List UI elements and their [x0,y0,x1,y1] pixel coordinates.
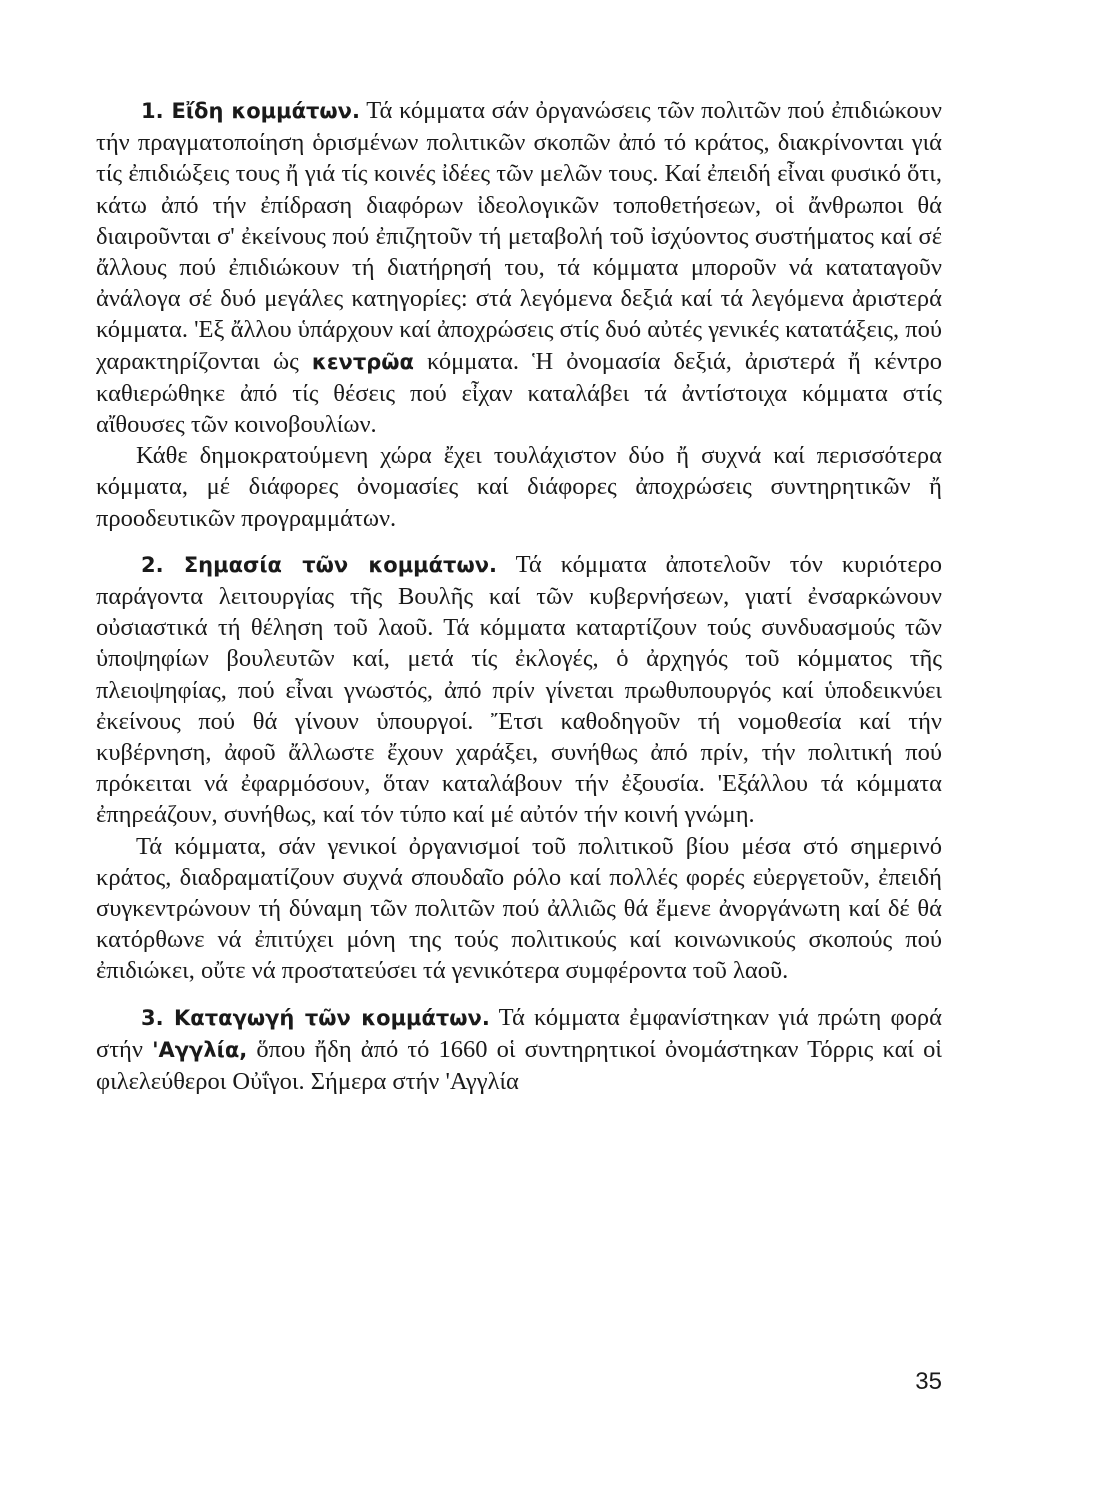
text-run: Τά κόμματα ἐμφανίστηκαν γιά πρώτη φορά στήν [96,1003,942,1063]
section-heading: 3. Καταγωγή τῶν κομμάτων. [141,1005,490,1030]
text-run: Τά κόμματα ἀποτελοῦν τόν κυριότερο παράγοντα λειτουργίας τῆς Βουλῆς καί τῶν κυβερνήσεων, γιατί ἐνσαρκώνουν οὐσιαστικά τή θέληση τοῦ λαοῦ. Τά κόμματα καταρτίζουν τούς συνδυασμούς τῶν ὑποψηφίων βουλευτῶν καί, μετά τίς ἐκλογές, ὁ ἀρχηγός τοῦ κόμματος τῆς πλειοψηφίας, πού εἶναι γνωστός, ἀπό πρίν γίνεται πρωθυπουργός καί ὑποδεικνύει ἐκείνους πού θά γίνουν ὑπουργοί. Ἔτσι καθοδηγοῦν τή νομοθεσία καί τήν κυβέρνηση, ἀφοῦ ἄλλωστε ἔχουν χαράξει, συνήθως ἀπό πρίν, τήν πολιτική πού πρόκειται νά ἐφαρμόσουν, ὅταν καταλάβουν τήν ἐξουσία. 'Εξάλλου τά κόμματα ἐπηρεάζουν, συνήθως, καί τόν τύπο καί μέ αὐτόν τήν κοινή γνώμη. [96,550,942,829]
text-run: Τά κόμματα, σάν γενικοί ὀργανισμοί τοῦ πολιτικοῦ βίου μέσα στό σημερινό κράτος, διαδραματίζουν συχνά σπουδαῖο ρόλο καί πολλές φορές εὐεργετοῦν, ἐπειδή συγκεντρώνουν τή δύναμη τῶν πολιτῶν πού ἀλλιῶς θά ἔμενε ἀνοργάνωτη καί δέ θά κατόρθωνε νά ἐπιτύχει μόνη της τούς πολιτικούς καί κοινωνικούς σκοπούς πού ἐπιδιώκει, οὔτε νά προστατεύσει τά γενικότερα συμφέροντα τοῦ λαοῦ. [96,832,942,985]
text-run: Τά κόμματα σάν ὀργανώσεις τῶν πολιτῶν πού ἐπιδιώκουν τήν πραγματοποίηση ὁρισμένων πολιτικῶν σκοπῶν ἀπό τό κράτος, διακρίνονται γιά τίς ἐπιδιώξεις τους ἤ γιά τίς κοινές ἰδέες τῶν μελῶν τους. Καί ἐπειδή εἶναι φυσικό ὅτι, κάτω ἀπό τήν ἐπίδραση διαφόρων ἰδεολογικῶν τοποθετήσεων, οἱ ἄνθρωποι θά διαιροῦνται σ' ἐκείνους πού ἐπιζητοῦν τή μεταβολή τοῦ ἰσχύοντος συστήματος καί σέ ἄλλους πού ἐπιδιώκουν τή διατήρησή του, τά κόμματα μποροῦν νά καταταγοῦν ἀνάλογα σέ δυό μεγάλες κατηγορίες: στά λεγόμενα δεξιά καί τά λεγόμενα ἀριστερά κόμματα. 'Εξ ἄλλου ὑπάρχουν καί ἀποχρώσεις στίς δυό αὐτές γενικές κατατάξεις, πού χαρακτηρίζονται ὡς [96,97,943,375]
text-run: Κάθε δημοκρατούμενη χώρα ἔχει τουλάχιστον δύο ἤ συχνά καί περισσότερα κόμματα, μέ διάφορες ὀνομασίες καί διάφορες ἀποχρώσεις συντηρητικῶν ἤ προοδευτικῶν προγραμμάτων. [96,442,942,532]
text-run: κόμματα. Ἡ ὀνομασία δεξιά, ἀριστερά ἤ κέντρο καθιερώθηκε ἀπό τίς θέσεις πού εἶχαν καταλάβει τά ἀντίστοιχα κόμματα στίς αἴθουσες τῶν κοινοβουλίων. [96,347,942,439]
paragraph [96,1002,942,1098]
text-run: ὅπου ἤδη ἀπό τό 1660 οἱ συντηρητικοί ὀνομάστηκαν Τόρρις καί οἱ φιλελεύθεροι Οὐΐγοι. Σήμερα στήν 'Αγγλία [96,1035,942,1096]
paragraph [96,549,942,831]
paragraph [96,440,942,534]
paragraph [96,95,942,440]
bold-term: 'Αγγλία, [152,1037,248,1062]
section-heading: 1. Εἴδη κομμάτων. [141,99,360,123]
section-heading: 2. Σημασία τῶν κομμάτων. [141,552,497,577]
bold-term: κεντρῶα [311,349,414,374]
page-body [96,95,942,1097]
paragraph [96,831,942,987]
page-number: 35 [915,1368,942,1395]
